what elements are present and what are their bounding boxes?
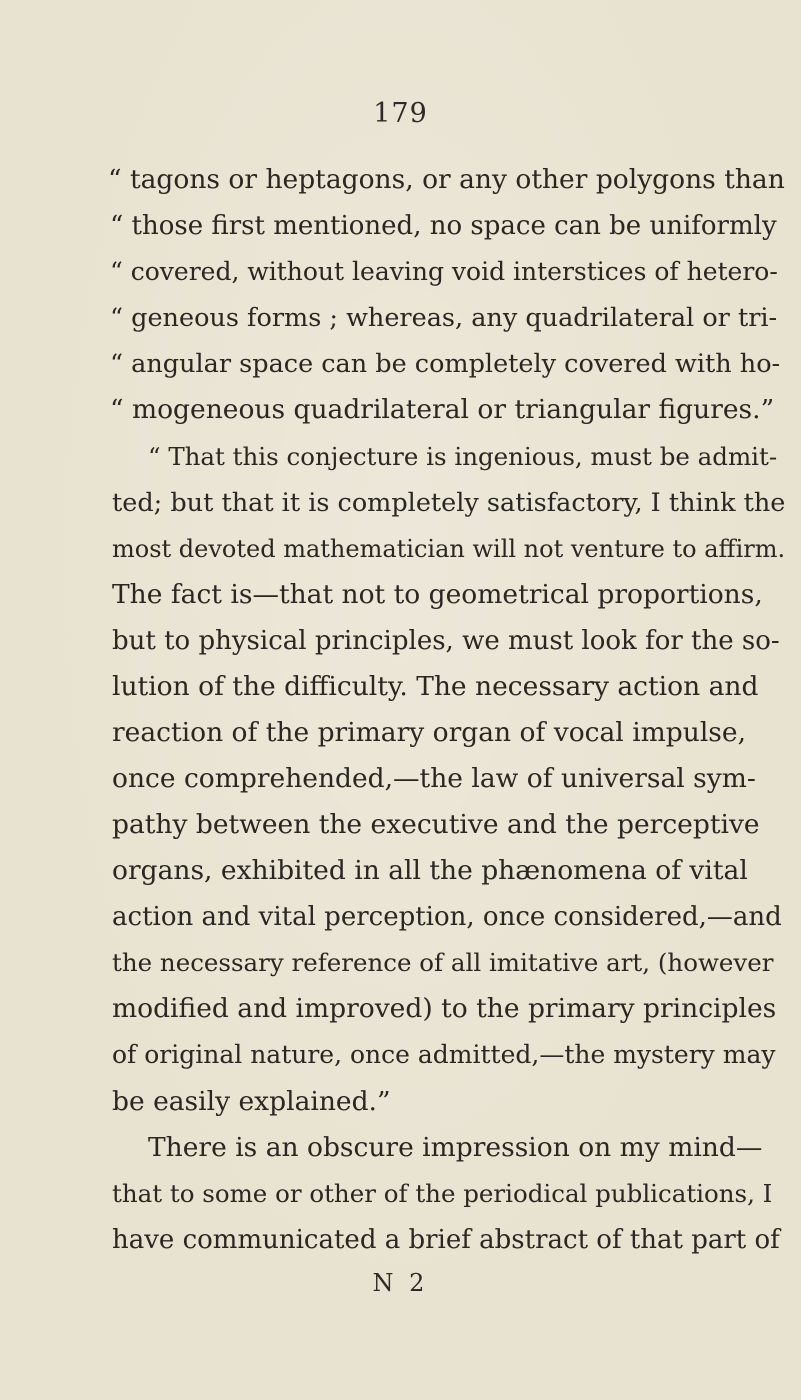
page-number: 179 [373,98,428,129]
text-line: lution of the difficulty. The necessary action and [112,671,759,702]
text-line: The fact is—that not to geometrical proportions, [112,579,763,610]
text-line: pathy between the executive and the perceptive [112,809,760,840]
text-line: be easily explained.” [112,1086,391,1117]
text-line: most devoted mathematician will not venture to affirm. [112,535,786,563]
text-line: the necessary reference of all imitative art, (however [112,948,774,977]
text-line: “ tagons or heptagons, or any other polygons than [108,164,785,195]
text-line: modified and improved) to the primary principles [112,993,777,1024]
text-line: but to physical principles, we must look for the so- [112,626,780,656]
text-line: action and vital perception, once considered,—and [112,902,782,932]
text-line: “ That this conjecture is ingenious, must be admit- [148,442,778,471]
text-line: of original nature, once admitted,—the mystery may [112,1040,776,1069]
text-line: once comprehended,—the law of universal sym- [112,763,756,794]
text-line: “ geneous forms ; whereas, any quadrilateral or tri- [110,303,778,333]
text-line: organs, exhibited in all the phænomena of vital [112,855,748,886]
text-line: that to some or other of the periodical publications, I [112,1179,773,1208]
text-line: “ those first mentioned, no space can be uniformly [110,211,777,241]
text-line: “ mogeneous quadrilateral or triangular figures.” [110,394,775,425]
text-line: reaction of the primary organ of vocal impulse, [112,717,747,748]
text-line: There is an obscure impression on my mind— [148,1132,763,1163]
text-line: “ angular space can be completely covered with ho- [110,349,781,379]
signature-mark: N 2 [372,1269,429,1297]
text-line: ted; but that it is completely satisfactory, I think the [112,488,786,518]
text-line: have communicated a brief abstract of that part of [112,1225,780,1255]
text-line: “ covered, without leaving void interstices of hetero- [110,257,778,286]
